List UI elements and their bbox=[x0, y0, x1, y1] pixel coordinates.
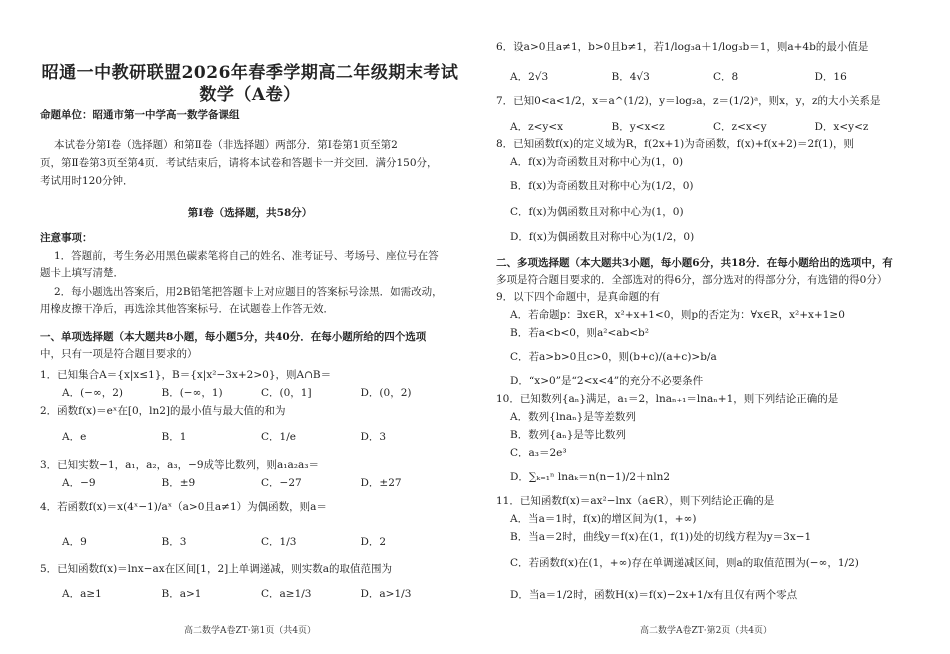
q11-option-c: C．若函数f(x)在(1，+∞)存在单调递减区间，则a的取值范围为(−∞，1/2) bbox=[510, 557, 859, 569]
q1-option-a: A．(−∞，2) bbox=[62, 387, 124, 399]
q5-option-d: D．a>1/3 bbox=[360, 588, 412, 600]
question-3: 3．已知实数−1，a₁，a₂，a₃，−9成等比数列，则a₁a₂a₃＝ bbox=[40, 459, 319, 471]
q9-option-b: B．若a<b<0，则a²<ab<b² bbox=[510, 327, 649, 339]
q10-option-a: A．数列{lnaₙ}是等差数列 bbox=[510, 411, 636, 423]
notice-2b: 用橡皮擦干净后，再选涂其他答案标号．在试题卷上作答无效． bbox=[40, 303, 334, 315]
question-10: 10．已知数列{aₙ}满足，a₁＝2，lnaₙ₊₁＝lnaₙ+1，则下列结论正确的是 bbox=[496, 393, 839, 405]
author-unit: 命题单位：昭通市第一中学高一数学备课组 bbox=[40, 109, 240, 121]
page-footer-left: 高二数学A卷ZT·第1页（共4页） bbox=[183, 626, 317, 636]
notice-1b: 题卡上填写清楚． bbox=[40, 267, 124, 279]
part1-heading-b: 中，只有一项是符合题目要求的） bbox=[40, 348, 198, 360]
q8-option-c: C．f(x)为偶函数且对称中心为(1，0) bbox=[510, 206, 684, 218]
q2-option-d: D．3 bbox=[360, 431, 387, 443]
q7-option-d: D．x<y<z bbox=[814, 121, 869, 133]
q4-option-c: C．1/3 bbox=[261, 536, 297, 548]
q7-option-c: C．z<x<y bbox=[713, 121, 767, 133]
part2-heading-text: 二、多项选择题（本大题共3小题，每小题6分，共18分．在每小题给出的选项中，有 bbox=[496, 257, 893, 269]
q2-option-c: C．1/e bbox=[261, 431, 296, 443]
q6-option-a: A．2√3 bbox=[510, 71, 549, 83]
q10-option-c: C．a₃＝2e³ bbox=[510, 447, 567, 459]
q8-option-b: B．f(x)为奇函数且对称中心为(1/2，0) bbox=[510, 180, 694, 192]
q1-option-c: C．(0，1] bbox=[261, 387, 312, 399]
q3-options bbox=[40, 476, 460, 490]
q1-options bbox=[40, 386, 460, 400]
q11-option-a: A．当a＝1时，f(x)的增区间为(1，+∞) bbox=[510, 513, 697, 525]
notice-title: 注意事项： bbox=[40, 232, 93, 244]
q8-option-d: D．f(x)为偶函数且对称中心为(1/2，0) bbox=[510, 231, 695, 243]
intro-line-1: 本试卷分第Ⅰ卷（选择题）和第Ⅱ卷（非选择题）两部分．第Ⅰ卷第1页至第2 bbox=[54, 139, 398, 151]
q10-option-b: B．数列{aₙ}是等比数列 bbox=[510, 429, 626, 441]
page-left bbox=[40, 0, 460, 654]
q3-option-b: B．±9 bbox=[161, 477, 196, 489]
q3-option-c: C．−27 bbox=[261, 477, 302, 489]
intro-line-2: 页，第Ⅱ卷第3页至第4页．考试结束后，请将本试卷和答题卡一并交回．满分150分， bbox=[40, 157, 438, 169]
intro-line-3: 考试用时120分钟． bbox=[40, 175, 134, 187]
q10-option-d: D．∑ₖ₌₁ⁿ lnaₖ＝n(n−1)/2＋nln2 bbox=[510, 471, 671, 483]
part2-heading-a bbox=[496, 256, 916, 270]
q7-option-a: A．z<y<x bbox=[510, 121, 564, 133]
q4-option-a: A．9 bbox=[62, 536, 87, 548]
q11-option-b: B．当a＝2时，曲线y＝f(x)在(1，f(1))处的切线方程为y＝3x−1 bbox=[510, 531, 812, 543]
q4-options bbox=[40, 535, 460, 549]
q5-option-c: C．a≥1/3 bbox=[261, 588, 312, 600]
question-9: 9．以下四个命题中，是真命题的有 bbox=[496, 291, 661, 303]
q4-option-b: B．3 bbox=[161, 536, 187, 548]
q6-option-c: C．8 bbox=[713, 71, 739, 83]
q6-option-d: D．16 bbox=[814, 71, 847, 83]
q7-option-b: B．y<x<z bbox=[611, 121, 665, 133]
q9-option-c: C．若a>b>0且c>0，则(b+c)/(a+c)>b/a bbox=[510, 351, 717, 363]
question-4: 4．若函数f(x)＝x(4ˣ−1)/aˣ（a>0且a≠1）为偶函数，则a＝ bbox=[40, 501, 327, 513]
q6-options bbox=[496, 70, 916, 84]
question-5: 5．已知函数f(x)＝lnx−ax在区间[1，2]上单调递减，则实数a的取值范围为 bbox=[40, 563, 393, 575]
page-footer-right: 高二数学A卷ZT·第2页（共4页） bbox=[639, 626, 773, 636]
exam-title: 昭通一中教研联盟2026年春季学期高二年级期末考试 bbox=[41, 63, 459, 83]
q5-option-b: B．a>1 bbox=[161, 588, 202, 600]
q5-option-a: A．a≥1 bbox=[62, 588, 102, 600]
q3-option-d: D．±27 bbox=[360, 477, 402, 489]
q5-options bbox=[40, 587, 460, 601]
question-8: 8．已知函数f(x)的定义域为R，f(2x+1)为奇函数，f(x)+f(x+2)＝2f(1)，则 bbox=[496, 138, 854, 150]
q7-options bbox=[496, 120, 916, 134]
q8-option-a: A．f(x)为奇函数且对称中心为(1，0) bbox=[510, 156, 684, 168]
question-7: 7．已知0<a<1/2，x＝a^(1/2)，y＝log₂a，z＝(1/2)ᵃ，则x，y，z的大小关系是 bbox=[496, 95, 881, 107]
q1-option-d: D．(0，2) bbox=[360, 387, 412, 399]
question-1: 1．已知集合A＝{x|x≤1}，B＝{x|x²−3x+2>0}，则A∩B＝ bbox=[40, 369, 332, 381]
q3-option-a: A．−9 bbox=[62, 477, 96, 489]
q2-option-a: A．e bbox=[62, 431, 87, 443]
part1-heading-a bbox=[40, 330, 460, 344]
notice-2a: 2．每小题选出答案后，用2B铅笔把答题卡上对应题目的答案标号涂黑．如需改动， bbox=[54, 286, 443, 298]
q9-option-d: D．“x>0”是“2<x<4”的充分不必要条件 bbox=[510, 375, 704, 387]
q2-options bbox=[40, 430, 460, 444]
section-title: 第Ⅰ卷（选择题，共58分） bbox=[187, 207, 313, 219]
page-right bbox=[496, 0, 916, 654]
q11-option-d: D．当a＝1/2时，函数H(x)＝f(x)−2x+1/x有且仅有两个零点 bbox=[510, 589, 798, 601]
q1-option-b: B．(−∞，1) bbox=[161, 387, 223, 399]
question-6: 6．设a>0且a≠1，b>0且b≠1，若1/log₃a＋1/log₃b＝1，则a+4b的最小值是 bbox=[496, 41, 869, 53]
question-11: 11．已知函数f(x)＝ax²−lnx（a∈R），则下列结论正确的是 bbox=[496, 495, 775, 507]
exam-subtitle: 数学（A卷） bbox=[199, 85, 301, 105]
q2-option-b: B．1 bbox=[161, 431, 187, 443]
q6-option-b: B．4√3 bbox=[611, 71, 650, 83]
question-2: 2．函数f(x)＝eˣ在[0，ln2]的最小值与最大值的和为 bbox=[40, 405, 286, 417]
q4-option-d: D．2 bbox=[360, 536, 387, 548]
part2-heading-b: 多项是符合题目要求的．全部选对的得6分，部分选对的得部分分，有选错的得0分） bbox=[496, 274, 888, 286]
part1-heading-text: 一、单项选择题（本大题共8小题，每小题5分，共40分．在每小题所给的四个选项 bbox=[40, 331, 427, 343]
q9-option-a: A．若命题p：∃x∈R，x²+x+1<0，则p的否定为：∀x∈R，x²+x+1≥0 bbox=[510, 309, 845, 321]
notice-1a: 1．答题前，考生务必用黑色碳素笔将自己的姓名、准考证号、考场号、座位号在答 bbox=[54, 250, 439, 262]
